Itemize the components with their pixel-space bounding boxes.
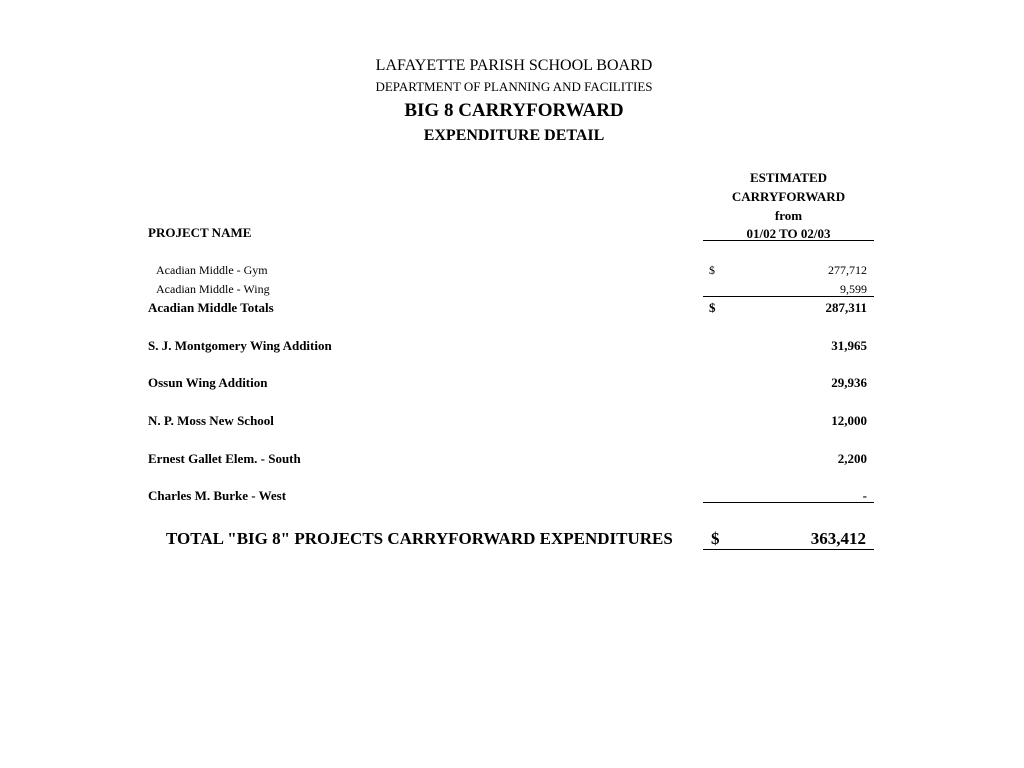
report-org-title: LAFAYETTE PARISH SCHOOL BOARD: [375, 57, 653, 74]
amount: -: [862, 488, 867, 503]
table-row: [0, 451, 1024, 469]
total-rule: [703, 502, 874, 503]
project-name: Ernest Gallet Elem. - South: [148, 451, 301, 466]
currency-symbol: $: [709, 263, 715, 277]
project-name: Acadian Middle - Wing: [156, 282, 270, 296]
table-row: [0, 338, 1024, 356]
estimate-header-line1: ESTIMATED: [749, 170, 828, 185]
table-row: [0, 413, 1024, 431]
amount: 277,712: [828, 263, 867, 277]
amount: 31,965: [831, 338, 867, 353]
grand-total-rule: [703, 549, 874, 550]
project-name-header: PROJECT NAME: [148, 225, 252, 240]
report-department: DEPARTMENT OF PLANNING AND FACILITIES: [375, 79, 653, 94]
estimate-header-line2: CARRYFORWARD: [731, 189, 846, 204]
report-subtitle: EXPENDITURE DETAIL: [423, 127, 605, 144]
estimate-header-line3: from: [774, 208, 803, 223]
amount: 12,000: [831, 413, 867, 428]
currency-symbol: $: [709, 300, 716, 315]
amount: 9,599: [840, 282, 867, 296]
table-row: [0, 282, 1024, 300]
amount: 287,311: [825, 300, 867, 315]
project-name: Acadian Middle - Gym: [156, 263, 268, 277]
grand-total-amount: 363,412: [810, 529, 866, 548]
project-name: N. P. Moss New School: [148, 413, 274, 428]
table-row: [0, 263, 1024, 281]
report-title: BIG 8 CARRYFORWARD: [404, 100, 624, 121]
estimate-header-line4: 01/02 TO 02/03: [703, 225, 874, 241]
amount: 2,200: [837, 451, 867, 466]
project-name: Ossun Wing Addition: [148, 375, 268, 390]
table-row-subtotal: [0, 300, 1024, 318]
table-row: [0, 488, 1024, 506]
project-name: Charles M. Burke - West: [148, 488, 287, 503]
project-name: Acadian Middle Totals: [148, 300, 274, 315]
currency-symbol: $: [711, 529, 720, 548]
project-name: S. J. Montgomery Wing Addition: [148, 338, 332, 353]
grand-total-label: TOTAL "BIG 8" PROJECTS CARRYFORWARD EXPENDITURES: [166, 529, 673, 548]
amount: 29,936: [831, 375, 867, 390]
subtotal-rule: [703, 296, 874, 297]
table-row: [0, 375, 1024, 393]
